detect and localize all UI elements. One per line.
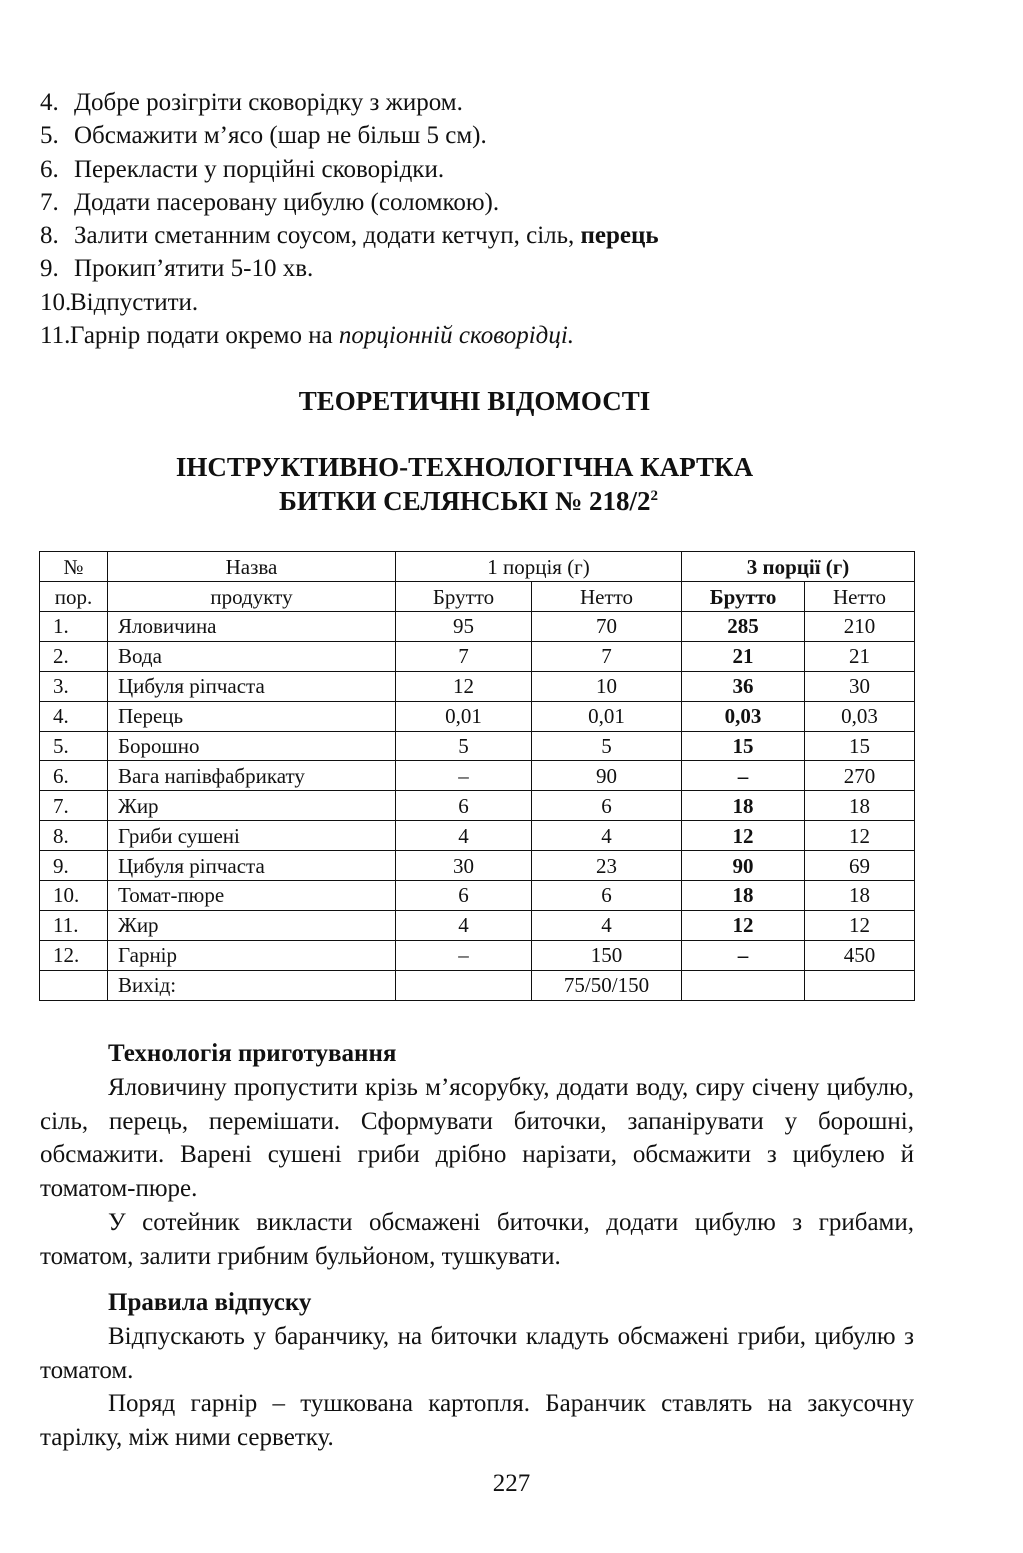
cell-b1: 0,01: [396, 701, 532, 731]
dish-title-superscript: 2: [650, 488, 659, 504]
cell-b3: 12: [682, 821, 805, 851]
cell-b3: 36: [682, 671, 805, 701]
step-number: 6.: [40, 155, 59, 183]
cell-n3: 270: [805, 761, 915, 791]
cell-name: Борошно: [108, 731, 396, 761]
table-subheader-row: [40, 582, 915, 612]
header-name: Назва: [108, 552, 396, 582]
cell-no: 5.: [40, 731, 108, 761]
cell-b3: 285: [682, 612, 805, 642]
cell-name: Томат-пюре: [108, 881, 396, 911]
cell-no: 4.: [40, 701, 108, 731]
table-row: [40, 761, 915, 791]
cell-no: 10.: [40, 881, 108, 911]
table-header-row: [40, 552, 915, 582]
cell-n3: 12: [805, 821, 915, 851]
table-row: [40, 612, 915, 642]
cell-b3: –: [682, 940, 805, 970]
technology-paragraph-2: [40, 1206, 914, 1273]
table-row: [40, 940, 915, 970]
serving-title: Правила відпуску: [108, 1289, 312, 1316]
cell-no: 12.: [40, 940, 108, 970]
table-row: [40, 910, 915, 940]
cell-n1: 10: [532, 671, 682, 701]
cell-n3: 210: [805, 612, 915, 642]
cell-b3: 21: [682, 641, 805, 671]
output-empty: [40, 970, 108, 1000]
step-number: 10.: [40, 288, 72, 316]
step-9: [40, 252, 659, 285]
cell-n3: 15: [805, 731, 915, 761]
cell-name: Жир: [108, 910, 396, 940]
header-netto: Нетто: [532, 582, 682, 612]
dish-title: [0, 486, 980, 517]
header-name-2: продукту: [108, 582, 396, 612]
cell-n1: 90: [532, 761, 682, 791]
technology-title: Технологія приготування: [108, 1040, 397, 1067]
theory-title: ТЕОРЕТИЧНІ ВІДОМОСТІ: [298, 386, 651, 416]
cell-no: 7.: [40, 791, 108, 821]
cell-no: 3.: [40, 671, 108, 701]
page-number: 227: [492, 1470, 531, 1497]
cell-n3: 12: [805, 910, 915, 940]
step-text: Добре розігріти сковорідку з жиром.: [74, 89, 463, 116]
step-text-bold: перець: [580, 222, 659, 250]
step-4: [40, 86, 659, 119]
cell-no: 2.: [40, 641, 108, 671]
cell-name: Яловичина: [108, 612, 396, 642]
output-empty: [805, 970, 915, 1000]
cell-b3: 15: [682, 731, 805, 761]
header-one-portion: 1 порція (г): [396, 552, 682, 582]
cell-b1: 6: [396, 881, 532, 911]
table-row: [40, 881, 915, 911]
cell-b1: 4: [396, 821, 532, 851]
cell-name: Вага напівфабрикату: [108, 761, 396, 791]
cell-b1: –: [396, 940, 532, 970]
cell-b1: 12: [396, 671, 532, 701]
cell-b1: 6: [396, 791, 532, 821]
cell-b1: 5: [396, 731, 532, 761]
cell-no: 6.: [40, 761, 108, 791]
cell-n1: 6: [532, 881, 682, 911]
cell-n3: 18: [805, 881, 915, 911]
cell-n3: 450: [805, 940, 915, 970]
output-label: Вихід:: [108, 970, 396, 1000]
serving-paragraph-2: [40, 1387, 914, 1454]
serving-text-2: Поряд гарнір – тушкована картопля. Баранчик ставлять на закусочну тарілку, між ними серветку.: [40, 1390, 914, 1451]
header-number: №: [40, 552, 108, 582]
cell-n3: 21: [805, 641, 915, 671]
step-text: Залити сметанним соусом, додати кетчуп, сіль,: [74, 222, 581, 250]
step-text-italic: порціонній сковорідці.: [338, 322, 575, 350]
cell-n3: 18: [805, 791, 915, 821]
cell-b3: 0,03: [682, 701, 805, 731]
step-text: Перекласти у порційні сковорідки.: [74, 155, 445, 183]
cell-name: Жир: [108, 791, 396, 821]
cell-n3: 69: [805, 851, 915, 881]
cell-b3: 18: [682, 791, 805, 821]
cell-n1: 23: [532, 851, 682, 881]
cell-name: Гриби сушені: [108, 821, 396, 851]
table-row: [40, 671, 915, 701]
cell-no: 8.: [40, 821, 108, 851]
serving-paragraph-1: [40, 1320, 914, 1387]
recipe-table: [39, 551, 915, 1001]
cell-no: 1.: [40, 612, 108, 642]
output-empty: [682, 970, 805, 1000]
cell-b3: 18: [682, 881, 805, 911]
technology-paragraph-1: [40, 1071, 914, 1205]
instruction-steps: [40, 86, 659, 352]
header-brutto-3: Брутто: [682, 582, 805, 612]
step-7: [40, 186, 659, 219]
cell-b3: 90: [682, 851, 805, 881]
header-brutto: Брутто: [396, 582, 532, 612]
step-number: 8.: [40, 222, 59, 250]
cell-n1: 70: [532, 612, 682, 642]
step-text: Гарнір подати окремо на: [70, 322, 339, 350]
technology-text-1: Яловичину пропустити крізь м’ясорубку, додати воду, сиру січену цибулю, сіль, перець, перемішати. Сформувати биточки, запанірувати у борошні, обсмажити. Варені сушені гриби дрібно нарізати, обсмажити з цибулею й томатом-пюре.: [40, 1074, 914, 1202]
cell-n1: 7: [532, 641, 682, 671]
header-three-portions: 3 порції (г): [682, 552, 915, 582]
table-row: [40, 731, 915, 761]
table-output-row: [40, 970, 915, 1000]
technology-text-2: У сотейник викласти обсмажені биточки, додати цибулю з грибами, томатом, залити грибним бульйоном, тушкувати.: [40, 1209, 914, 1270]
cell-n1: 6: [532, 791, 682, 821]
cell-b3: –: [682, 761, 805, 791]
cell-b1: 95: [396, 612, 532, 642]
cell-n3: 0,03: [805, 701, 915, 731]
step-number: 5.: [40, 122, 59, 150]
step-5: [40, 119, 659, 152]
header-number-2: пор.: [40, 582, 108, 612]
step-number: 7.: [40, 188, 59, 216]
header-netto-3: Нетто: [805, 582, 915, 612]
serving-text-1: Відпускають у баранчику, на биточки кладуть обсмажені гриби, цибулю з томатом.: [40, 1323, 914, 1384]
step-text: Відпустити.: [70, 288, 199, 316]
cell-n1: 5: [532, 731, 682, 761]
table-row: [40, 791, 915, 821]
step-number: 4.: [40, 89, 59, 116]
cell-b1: 4: [396, 910, 532, 940]
step-text: Прокип’ятити 5-10 хв.: [74, 255, 314, 283]
cell-b1: 7: [396, 641, 532, 671]
cell-name: Цибуля ріпчаста: [108, 671, 396, 701]
cell-n1: 4: [532, 821, 682, 851]
step-8: [40, 219, 659, 252]
dish-title-text: БИТКИ СЕЛЯНСЬКІ № 218/2: [278, 486, 651, 516]
table-row: [40, 701, 915, 731]
cell-b1: –: [396, 761, 532, 791]
step-number: 9.: [40, 255, 59, 283]
table-row: [40, 851, 915, 881]
output-empty: [396, 970, 532, 1000]
cell-no: 9.: [40, 851, 108, 881]
cell-b1: 30: [396, 851, 532, 881]
cell-name: Цибуля ріпчаста: [108, 851, 396, 881]
table-row: [40, 821, 915, 851]
cell-b3: 12: [682, 910, 805, 940]
cell-no: 11.: [40, 910, 108, 940]
step-10: [40, 286, 659, 319]
step-number: 11.: [40, 322, 71, 350]
output-value: 75/50/150: [532, 970, 682, 1000]
step-text: Обсмажити м’ясо (шар не більш 5 см).: [74, 122, 487, 150]
cell-name: Перець: [108, 701, 396, 731]
table-row: [40, 641, 915, 671]
cell-n3: 30: [805, 671, 915, 701]
step-text: Додати пасеровану цибулю (соломкою).: [74, 188, 500, 216]
cell-name: Гарнір: [108, 940, 396, 970]
step-11: [40, 319, 659, 352]
cell-n1: 0,01: [532, 701, 682, 731]
cell-name: Вода: [108, 641, 396, 671]
step-6: [40, 153, 659, 186]
card-title: ІНСТРУКТИВНО-ТЕХНОЛОГІЧНА КАРТКА: [175, 452, 754, 482]
cell-n1: 4: [532, 910, 682, 940]
cell-n1: 150: [532, 940, 682, 970]
